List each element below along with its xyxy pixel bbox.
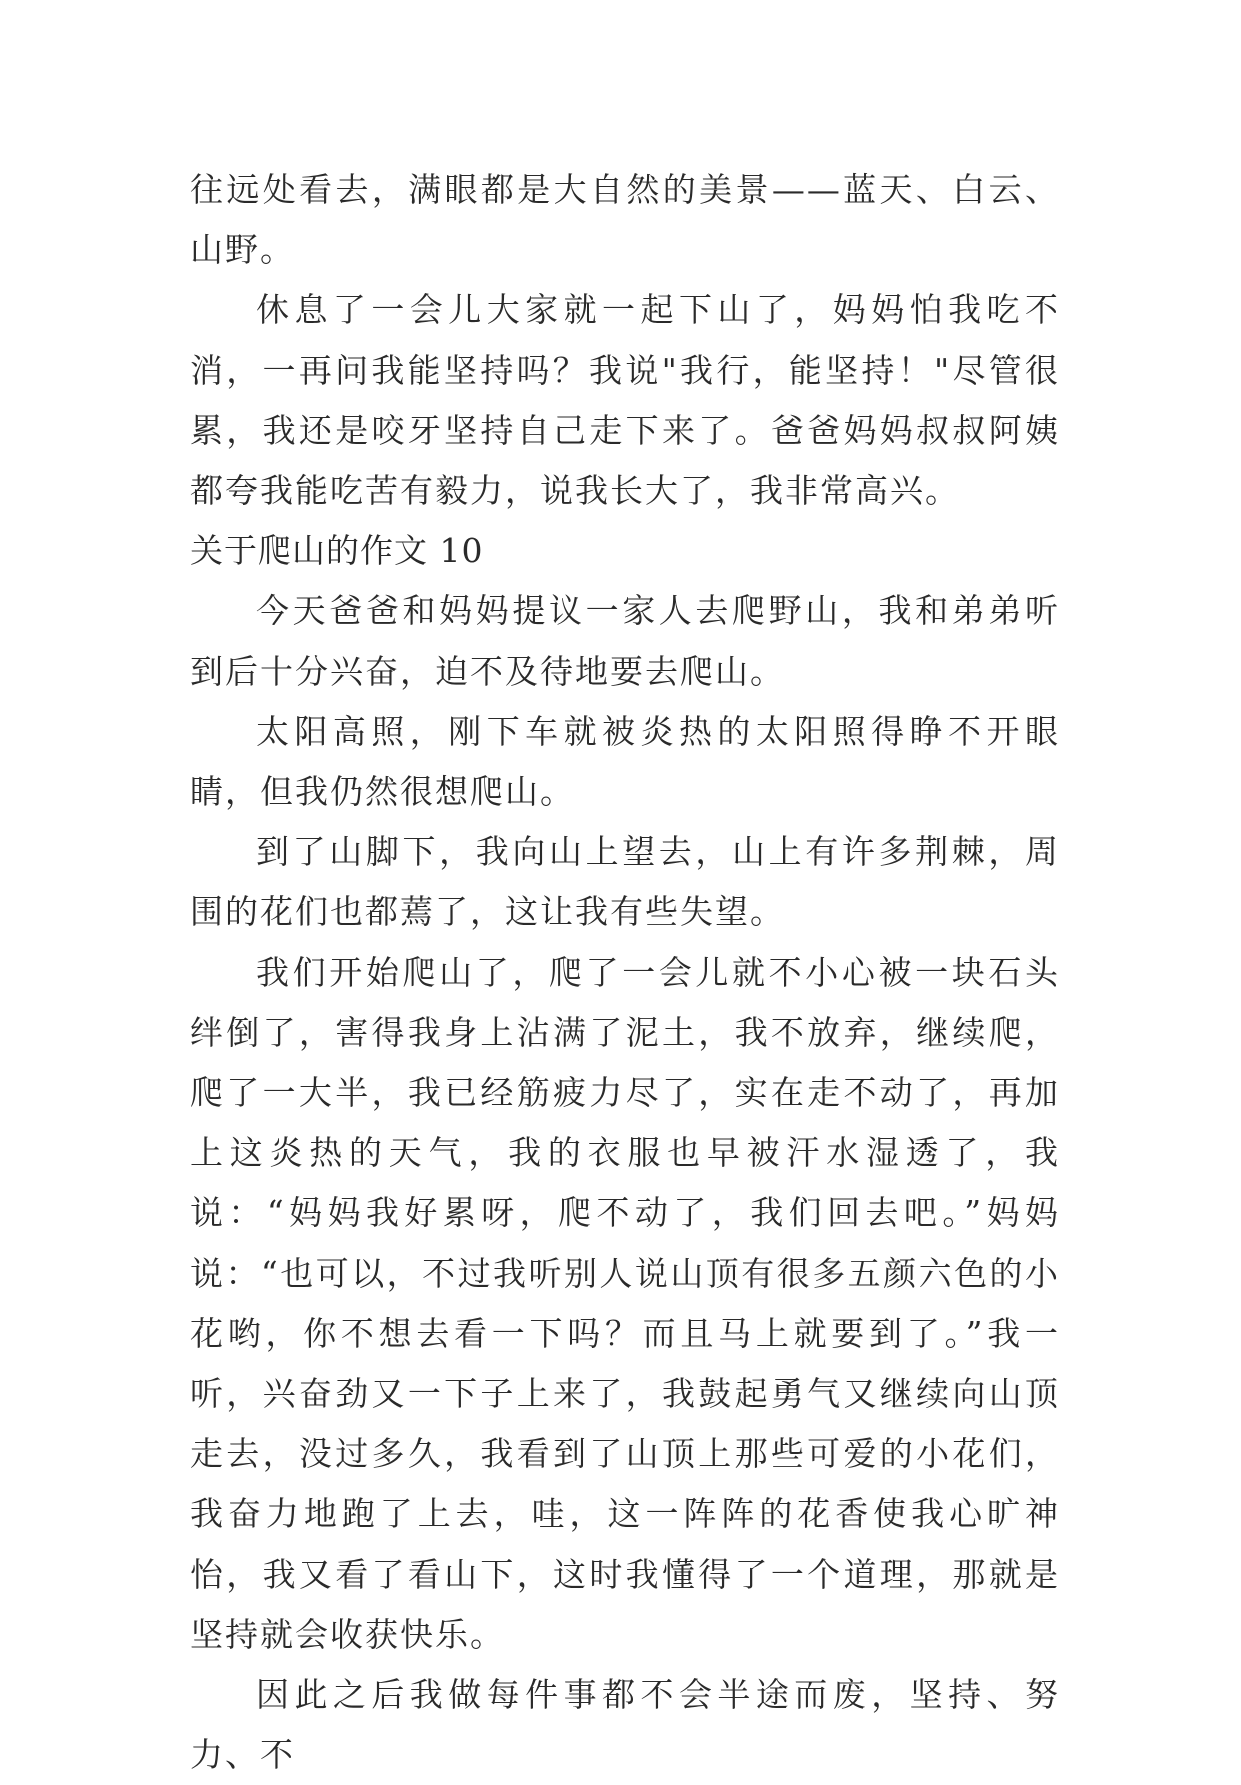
paragraph-mountain-foot: 到了山脚下，我向山上望去，山上有许多荆棘，周围的花们也都蔫了，这让我有些失望。 bbox=[190, 832, 1060, 932]
paragraph-proposal: 今天爸爸和妈妈提议一家人去爬野山，我和弟弟听到后十分兴奋，迫不及待地要去爬山。 bbox=[190, 591, 1060, 691]
essay-heading: 关于爬山的作文 10 bbox=[190, 531, 484, 571]
paragraph-descending: 休息了一会儿大家就一起下山了，妈妈怕我吃不消，一再问我能坚持吗？我说"我行，能坚持！"尽管很累，我还是咬牙坚持自己走下来了。爸爸妈妈叔叔阿姨都夸我能吃苦有毅力，说我长大了，我非常高兴。 bbox=[190, 290, 1060, 511]
paragraph-conclusion: 因此之后我做每件事都不会半途而废，坚持、努力、不 bbox=[190, 1675, 1060, 1775]
paragraph-climbing: 我们开始爬山了，爬了一会儿就不小心被一块石头绊倒了，害得我身上沾满了泥土，我不放弃，继续爬，爬了一大半，我已经筋疲力尽了，实在走不动了，再加上这炎热的天气，我的衣服也早被汗水湿透了，我说：“妈妈我好累呀，爬不动了，我们回去吧。”妈妈说：“也可以，不过我听别人说山顶有很多五颜六色的小花哟，你不想去看一下吗？而且马上就要到了。”我一听，兴奋劲又一下子上来了，我鼓起勇气又继续向山顶走去，没过多久，我看到了山顶上那些可爱的小花们，我奋力地跑了上去，哇，这一阵阵的花香使我心旷神怡，我又看了看山下，这时我懂得了一个道理，那就是坚持就会收获快乐。 bbox=[190, 952, 1060, 1654]
document-body bbox=[190, 160, 1060, 1785]
paragraph-sunshine: 太阳高照，刚下车就被炎热的太阳照得睁不开眼睛，但我仍然很想爬山。 bbox=[190, 711, 1060, 812]
paragraph-continuation: 往远处看去，满眼都是大自然的美景——蓝天、白云、山野。 bbox=[190, 170, 1060, 270]
